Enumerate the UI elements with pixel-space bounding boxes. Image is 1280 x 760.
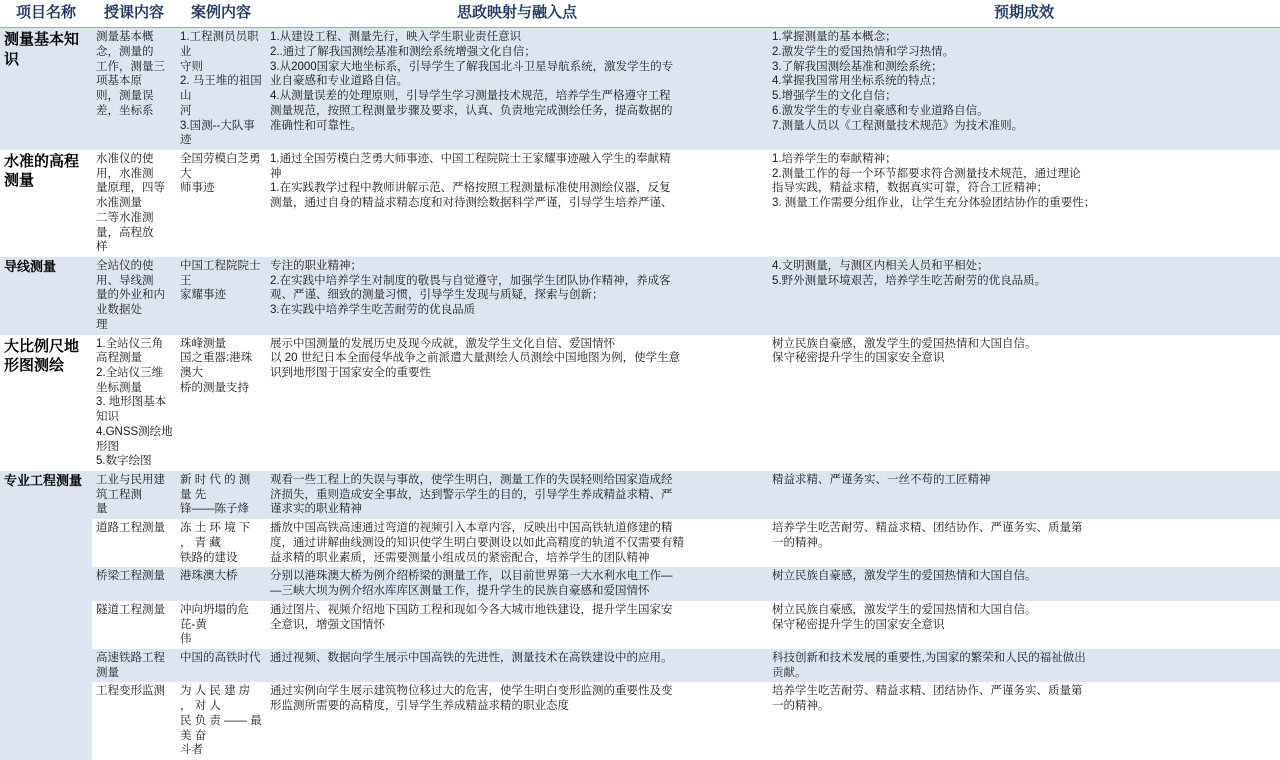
row-teaching-content: 桥梁工程测量 (96, 570, 165, 583)
table-row (92, 601, 1280, 649)
table-row (92, 649, 1280, 682)
row-mapping-content: 通过视频、数据向学生展示中国高铁的先进性，测量技术在高铁建设中的应用。 (270, 651, 673, 664)
row-outcome-content: 1.掌握测量的基本概念； 2.激发学生的爱国热情和学习热情。 3.了解我国测绘基准和测绘系统； 4.掌握我国常用坐标系统的特点； 5.增强学生的文化自信； 6.激发学生的专业自豪感和专业道路自信。 7.测量人员以《工程测量技术规范》为技术准则。 (772, 31, 1024, 132)
column-header-teaching: 授课内容 (92, 0, 176, 28)
row-mapping-content: 分别以港珠澳大桥为例介绍桥梁的测量工作，以目前世界第一大水利水电工作— —三峡大坝为例介绍水库库区测量工作，提升学生的民族自豪感和爱国情怀 (270, 570, 673, 598)
row-outcome-content: 1.培养学生的奉献精神； 2.测量工作的每一个环节都要求符合测量技术规范，通过理论 指导实践，精益求精，数据真实可靠，符合工匠精神； 3. 测量工作需要分组作业，让学生充分体验团结协作的重要性； (772, 152, 1096, 210)
table-header-row (0, 0, 1280, 28)
table-row (92, 682, 1280, 760)
row-mapping-content: 1.从建设工程、测量先行，映入学生职业责任意识 2..通过了解我国测绘基准和测绘系统增强文化自信； 3.从2000国家大地坐标系，引导学生了解我国北斗卫星导航系统，激发学生的专 业自豪感和专业道路自信。 4.从测量误差的处理原则，引导学生学习测量技术规范，培养学生严格遵守工程 测量规范，按照工程测量步骤及要求，认真、负责地完成测绘任务，提高数据的 准确性和可靠性。 (270, 31, 674, 132)
row-teaching-content: 道路工程测量 (96, 522, 165, 535)
row-outcome-content: 精益求精、严谨务实、一丝不苟的工匠精神 (772, 474, 991, 487)
row-teaching-content: 测量基本概念，测量的 工作，测量三项基本原 则，测量误差，坐标系 (96, 31, 165, 117)
table-row (92, 519, 1280, 567)
row-project-title: 测量基本知识 (4, 31, 80, 68)
table-row (0, 28, 1280, 150)
row-mapping-content: 观看一些工程上的失误与事故，使学生明白，测量工作的失误轻则给国家造成经 济损失，重则造成安全事故，达到警示学生的目的，引导学生养成精益求精、严 谨求实的职业精神 (270, 474, 673, 516)
table-row-engineering (0, 471, 1280, 760)
table-row (92, 471, 1280, 519)
row-case-content: 冻 土 环 境 下 ， 青 藏 铁路的建设 (180, 522, 251, 564)
column-header-mapping: 思政映射与融入点 (266, 0, 768, 28)
row-outcome-content: 4.文明测量，与测区内相关人员和平相处； 5.野外测量环境艰苦，培养学生吃苦耐劳的优良品质。 (772, 259, 1047, 287)
row-case-content: 港珠澳大桥 (180, 570, 238, 583)
row-mapping-content: 展示中国测量的发展历史及现今成就，激发学生文化自信、爱国情怀 以 20 世纪日本全面侵华战争之前派遣大量测绘人员测绘中国地图为例，使学生意 识到地形图于国家安全的重要性 (270, 337, 681, 379)
row-project-title: 水准的高程测量 (4, 152, 80, 190)
row-outcome-content: 培养学生吃苦耐劳、精益求精、团结协作、严谨务实、质量第 一的精神。 (772, 685, 1083, 713)
column-header-outcome: 预期成效 (768, 0, 1280, 28)
row-case-content: 全国劳模白芝勇大 师事迹 (180, 152, 261, 195)
row-teaching-content: 1.全站仪三角高程测量 2.全站仪三维坐标测量 3. 地形图基本知识 4.GNSS测绘地形图 5.数字绘图 (96, 337, 173, 468)
row-teaching-content: 工业与民用建筑工程测 量 (96, 474, 165, 516)
row-case-content: 冲向坍塌的危芘-黄 伟 (180, 603, 249, 646)
row-project-title: 大比例尺地形图测绘 (4, 337, 80, 375)
row-case-content: 珠峰测量 国之重器:港珠澳大 桥的测量支持 (180, 337, 253, 394)
table-row (0, 257, 1280, 335)
row-teaching-content: 水准仪的使用，水准测 量原理，四等水准测量 二等水准测量，高程放 样 (96, 152, 165, 254)
table-row (0, 335, 1280, 471)
row-outcome-content: 树立民族自豪感，激发学生的爱国热情和大国自信。 保守秘密提升学生的国家安全意识 (772, 603, 1037, 631)
row-mapping-content: 通过实例向学生展示建筑物位移过大的危害，使学生明白变形监测的重要性及变 形监测所需要的高精度，引导学生养成精益求精的职业态度 (270, 685, 673, 713)
row-project-title: 专业工程测量 (4, 473, 83, 489)
row-teaching-content: 全站仪的使用、导线测 量的外业和内业数据处 理 (96, 259, 165, 331)
row-outcome-content: 树立民族自豪感，激发学生的爱国热情和大国自信。 保守秘密提升学生的国家安全意识 (772, 337, 1037, 365)
row-case-content: 新 时 代 的 测 量 先 锋——陈子烽 (180, 474, 251, 516)
row-outcome-content: 科技创新和技术发展的重要性,为国家的繁荣和人民的福祉做出 贡献。 (772, 651, 1086, 679)
engineering-subtable (92, 471, 1280, 760)
table-row (0, 150, 1280, 257)
row-teaching-content: 工程变形监测 (96, 685, 165, 698)
table-row (92, 567, 1280, 600)
column-header-project: 项目名称 (0, 0, 92, 28)
row-case-content: 1.工程测员员职业 守则 2. 马王堆的祖国山 河 3.国测--大队事迹 (180, 31, 262, 147)
row-case-content: 中国工程院院士王 家耀事迹 (180, 259, 261, 302)
row-teaching-content: 隧道工程测量 (96, 603, 165, 616)
row-mapping-content: 通过图片、视频介绍地下国防工程和现如今各大城市地铁建设，提升学生国家安 全意识，增强文国情怀 (270, 603, 673, 631)
row-mapping-content: 1.通过全国劳模白芝勇大师事迹、中国工程院院士王家耀事迹融入学生的奉献精 神 1.在实践教学过程中教师讲解示范、严格按照工程测量标准使用测绘仪器，反复 测量，通过自身的精益求精态度和对待测绘数据科学严谨，引导学生培养严谨、 (270, 152, 673, 210)
row-case-content: 为 人 民 建 房 ， 对 人 民 负 责 —— 最 美 奋 斗者 (180, 685, 262, 757)
row-case-content: 中国的高铁时代 (180, 651, 261, 664)
row-mapping-content: 播放中国高铁高速通过弯道的视频引入本章内容，反映出中国高铁轨道修建的精 度，通过讲解曲线测设的知识使学生明白要测设以如此高精度的轨道不仅需要有精 益求精的职业素质，还需要测量小组成员的紧密配合，培养学生的团队精神 (270, 522, 684, 564)
row-outcome-content: 培养学生吃苦耐劳、精益求精、团结协作、严谨务实、质量第 一的精神。 (772, 522, 1083, 549)
column-header-case: 案例内容 (176, 0, 266, 28)
row-outcome-content: 树立民族自豪感，激发学生的爱国热情和大国自信。 (772, 570, 1037, 583)
row-teaching-content: 高速铁路工程测量 (96, 651, 165, 679)
row-mapping-content: 专注的职业精神； 2.在实践中培养学生对制度的敬畏与自觉遵守，加强学生团队协作精神，养成客 观、严谨、细致的测量习惯，引导学生发现与质疑，探索与创新； 3.在实践中培养学生吃苦耐劳的优良品质 (270, 259, 671, 317)
row-project-title: 导线测量 (4, 258, 57, 274)
engineering-subtable-cell (92, 471, 1280, 760)
